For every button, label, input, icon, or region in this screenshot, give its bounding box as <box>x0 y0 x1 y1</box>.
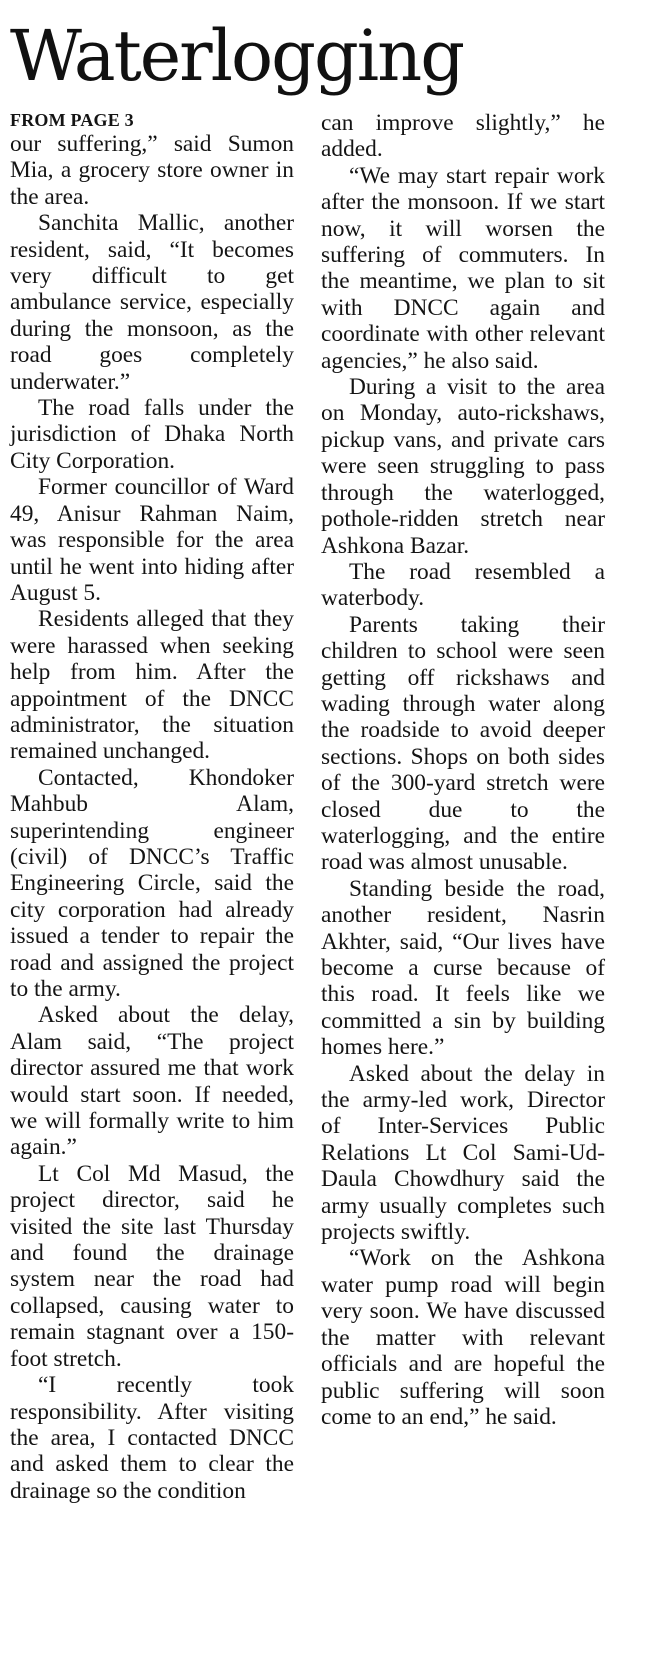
paragraph: Standing beside the road, another resident, Nasrin Akhter, said, “Our lives have become a curse because of this road. It feels like we committed a sin by building homes here.” <box>321 875 605 1061</box>
paragraph: Asked about the delay, Alam said, “The project director assured me that work would start soon. If needed, we will formally write to him again.” <box>10 1002 294 1161</box>
paragraph: Asked about the delay in the army-led work, Director of Inter-Services Public Relations Lt Col Sami-Ud-Daula Chowdhury said the army usually completes such projects swiftly. <box>321 1060 605 1246</box>
paragraph: Contacted, Khondoker Mahbub Alam, superintending engineer (civil) of DNCC’s Traffic Engineering Circle, said the city corporation had already issued a tender to repair the road and assigned the project to the army. <box>10 764 294 1002</box>
paragraph: can improve slightly,” he added. <box>321 110 605 163</box>
paragraph: Parents taking their children to school were seen getting off rickshaws and wading through water along the roadside to avoid deeper sections. Shops on both sides of the 300-yard stretch were closed due to the waterlogging, and the entire road was almost unusable. <box>321 611 605 876</box>
paragraph: “I recently took responsibility. After visiting the area, I contacted DNCC and asked them to clear the drainage so the condition <box>10 1372 294 1504</box>
paragraph: Lt Col Md Masud, the project director, said he visited the site last Thursday and found the drainage system near the road had collapsed, causing water to remain stagnant over a 150-foot stretch. <box>10 1160 294 1372</box>
paragraph: The road falls under the jurisdiction of Dhaka North City Corporation. <box>10 395 294 474</box>
continuation-kicker: FROM PAGE 3 <box>10 110 134 130</box>
paragraph: “Work on the Ashkona water pump road will begin very soon. We have discussed the matter with relevant officials and are hopeful the public suffering will soon come to an end,” he said. <box>321 1245 605 1430</box>
article-column-right <box>321 110 605 1430</box>
paragraph: During a visit to the area on Monday, auto-rickshaws, pickup vans, and private cars were seen struggling to pass through the waterlogged, pothole-ridden stretch near Ashkona Bazar. <box>321 374 605 559</box>
paragraph: Residents alleged that they were harassed when seeking help from him. After the appointment of the DNCC administrator, the situation remained unchanged. <box>10 606 294 765</box>
paragraph: The road resembled a waterbody. <box>321 558 605 612</box>
paragraph: Sanchita Mallic, another resident, said, “It becomes very difficult to get ambulance service, especially during the monsoon, as the road goes completely underwater.” <box>10 210 294 395</box>
paragraph: “We may start repair work after the monsoon. If we start now, it will worsen the suffering of commuters. In the meantime, we plan to sit with DNCC again and coordinate with other relevant agencies,” he also said. <box>321 162 605 374</box>
headline: Waterlogging <box>10 15 464 97</box>
paragraph: our suffering,” said Sumon Mia, a grocery store owner in the area. <box>10 131 294 210</box>
paragraph: Former councillor of Ward 49, Anisur Rahman Naim, was responsible for the area until he went into hiding after August 5. <box>10 474 294 606</box>
article-column-left <box>10 110 294 1504</box>
